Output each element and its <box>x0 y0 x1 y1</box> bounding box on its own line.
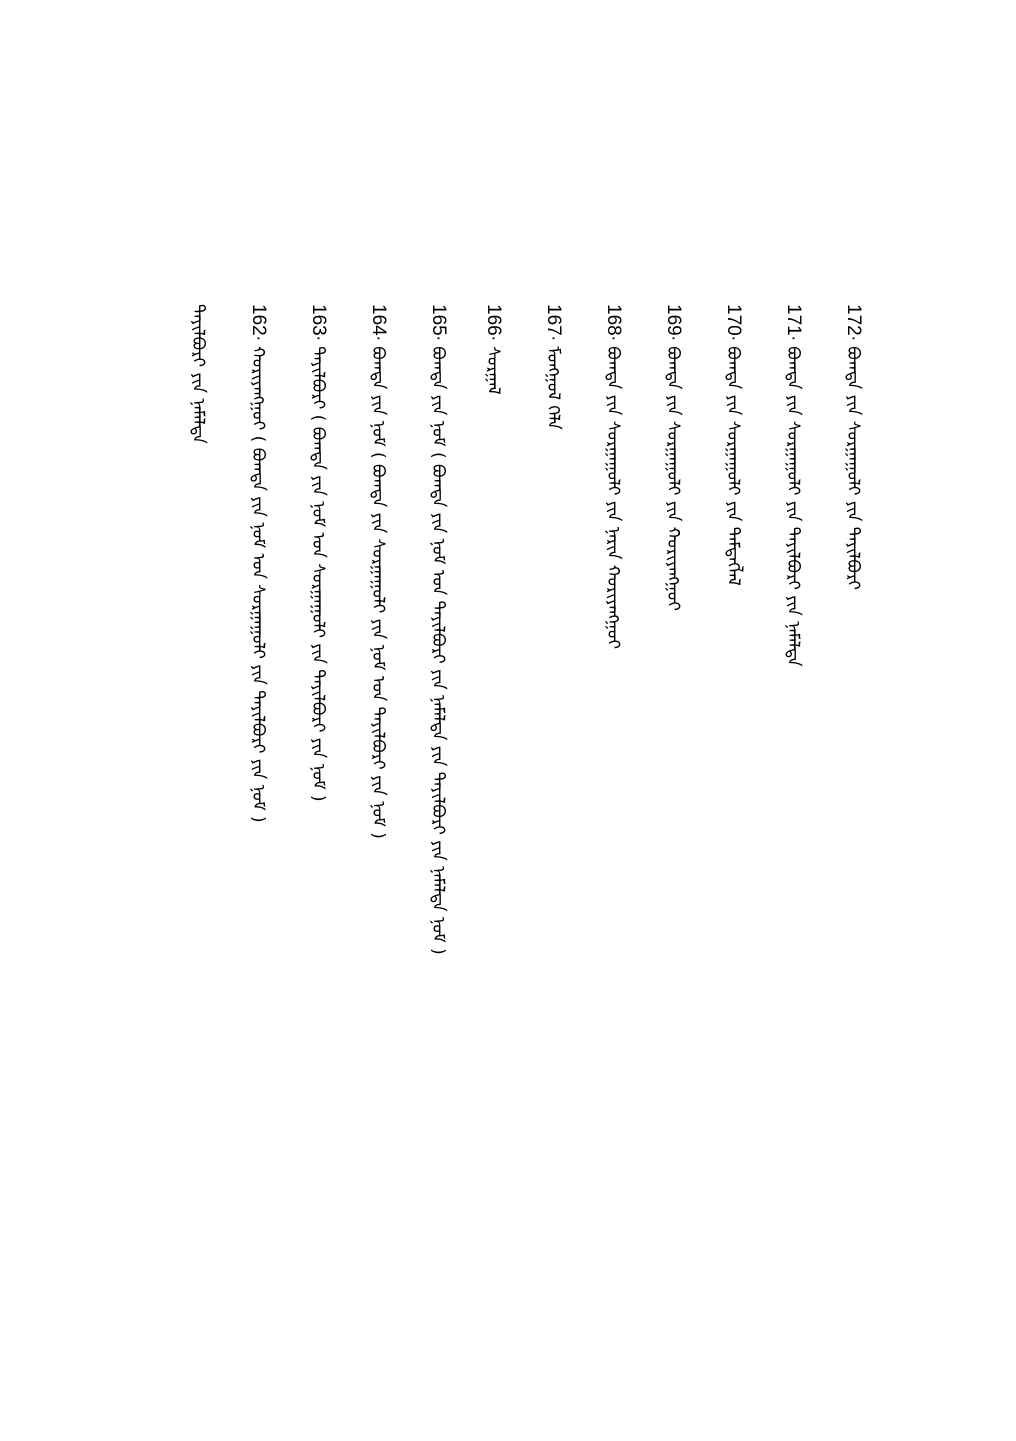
entry-number: 164 <box>368 304 389 336</box>
entry-separator: · <box>369 335 388 341</box>
entry-number: 169 <box>663 304 684 336</box>
entry-text: ᠪᠣᠭᠳᠠ ᠶᠢᠨ ᠰᠤᠷᠭᠠᠭᠤᠯᠢ ᠶᠢᠨ ᠨᠠᠷᠢᠨ ᠬᠤᠷᠢᠶᠠᠩᠭᠤᠢ <box>603 346 623 649</box>
entry-text: ᠮᠣᠩᠭᠣᠯ ᠬᠡᠯᠡ <box>543 346 563 430</box>
entry-separator: · <box>784 335 803 341</box>
entry-line <box>423 304 453 1304</box>
entry-number: 168 <box>603 304 624 336</box>
entry-separator: · <box>544 335 563 341</box>
entry-165 <box>423 304 453 1304</box>
entry-number: 167 <box>543 304 564 336</box>
entry-line <box>303 304 333 1304</box>
entry-separator: · <box>604 335 623 341</box>
entry-line <box>478 304 508 1304</box>
entry-172 <box>838 304 868 1304</box>
entry-169 <box>658 304 688 1304</box>
entry-separator: · <box>844 335 863 341</box>
entry-line <box>538 304 568 1304</box>
entry-number: 171 <box>783 304 804 336</box>
entry-166 <box>478 304 508 1304</box>
entry-number: 170 <box>723 304 744 336</box>
entry-171 <box>778 304 808 1304</box>
entry-line <box>838 304 868 1304</box>
entry-168 <box>598 304 628 1304</box>
entry-number: 166 <box>483 304 504 336</box>
entry-separator: · <box>664 335 683 341</box>
entry-separator: · <box>429 335 448 341</box>
entry-number: 162 <box>248 304 269 336</box>
entry-text: ᠬᠤᠷᠢᠶᠠᠩᠭᠤᠢ ( ᠪᠣᠭᠳᠠ ᠶᠢᠨ ᠨᠣᠮ ᠤᠨ ᠰᠤᠷᠭᠠᠭᠤᠯᠢ ᠶᠢᠨ ᠲᠠᠶᠢᠯᠪᠤᠷᠢ ᠶᠢᠨ ᠨᠣᠮ ) <box>248 346 268 823</box>
entry-number: 163 <box>308 304 329 336</box>
entry-separator: · <box>484 335 503 341</box>
entry-text: ᠰᠤᠷᠭᠠᠯ <box>483 346 503 395</box>
entry-line <box>778 304 808 1304</box>
entry-number: 172 <box>843 304 864 336</box>
entry-170 <box>718 304 748 1304</box>
entry-text: ᠲᠠᠶᠢᠯᠪᠤᠷᠢ ( ᠪᠣᠭᠳᠠ ᠶᠢᠨ ᠨᠣᠮ ᠤᠨ ᠰᠤᠷᠭᠠᠭᠤᠯᠢ ᠶᠢᠨ ᠲᠠᠶᠢᠯᠪᠤᠷᠢ ᠶᠢᠨ ᠨᠣᠮ ) <box>308 346 328 802</box>
entry-text: ᠲᠠᠶᠢᠯᠪᠤᠷᠢ ᠶᠢᠨ ᠨᠡᠮᠡᠯᠲᠡ <box>188 304 208 444</box>
entry-line <box>658 304 688 1304</box>
entry-footer <box>183 304 213 1304</box>
entry-text: ᠪᠣᠭᠳᠠ ᠶᠢᠨ ᠰᠤᠷᠭᠠᠭᠤᠯᠢ ᠶᠢᠨ ᠲᠠᠶᠢᠯᠪᠤᠷᠢ ᠶᠢᠨ ᠨᠡᠮᠡᠯᠲᠡ <box>783 346 803 667</box>
entry-separator: · <box>309 335 328 341</box>
entry-separator: · <box>724 335 743 341</box>
entry-line <box>183 304 213 1304</box>
entry-line <box>718 304 748 1304</box>
entry-text: ᠪᠣᠭᠳᠠ ᠶᠢᠨ ᠰᠤᠷᠭᠠᠭᠤᠯᠢ ᠶᠢᠨ ᠲᠠᠶᠢᠯᠪᠤᠷᠢ <box>843 346 863 590</box>
entry-number: 165 <box>428 304 449 336</box>
entry-text: ᠪᠣᠭᠳᠠ ᠶᠢᠨ ᠨᠣᠮ ( ᠪᠣᠭᠳᠠ ᠶᠢᠨ ᠨᠣᠮ ᠤᠨ ᠲᠠᠶᠢᠯᠪᠤᠷᠢ ᠶᠢᠨ ᠨᠡᠮᠡᠯᠲᠡ ᠶᠢᠨ ᠲᠠᠶᠢᠯᠪᠤᠷᠢ ᠶᠢᠨ ᠨᠡᠮᠡᠯᠲᠡ ᠨᠣᠮ ) <box>428 346 448 955</box>
entry-167 <box>538 304 568 1304</box>
entry-text: ᠪᠣᠭᠳᠠ ᠶᠢᠨ ᠨᠣᠮ ( ᠪᠣᠭᠳᠠ ᠶᠢᠨ ᠰᠤᠷᠭᠠᠭᠤᠯᠢ ᠶᠢᠨ ᠨᠣᠮ ᠤᠨ ᠲᠠᠶᠢᠯᠪᠤᠷᠢ ᠶᠢᠨ ᠨᠣᠮ ) <box>368 346 388 839</box>
entry-162 <box>243 304 273 1304</box>
entry-163 <box>303 304 333 1304</box>
entry-text: ᠪᠣᠭᠳᠠ ᠶᠢᠨ ᠰᠤᠷᠭᠠᠭᠤᠯᠢ ᠶᠢᠨ ᠲᠡᠮᠳᠡᠭᠯᠡᠯ <box>723 346 743 586</box>
entry-164 <box>363 304 393 1304</box>
entry-text: ᠪᠣᠭᠳᠠ ᠶᠢᠨ ᠰᠤᠷᠭᠠᠭᠤᠯᠢ ᠶᠢᠨ ᠬᠤᠷᠢᠶᠠᠩᠭᠤᠢ <box>663 346 683 611</box>
entry-line <box>243 304 273 1304</box>
entry-separator: · <box>249 335 268 341</box>
entry-line <box>598 304 628 1304</box>
entry-line <box>363 304 393 1304</box>
